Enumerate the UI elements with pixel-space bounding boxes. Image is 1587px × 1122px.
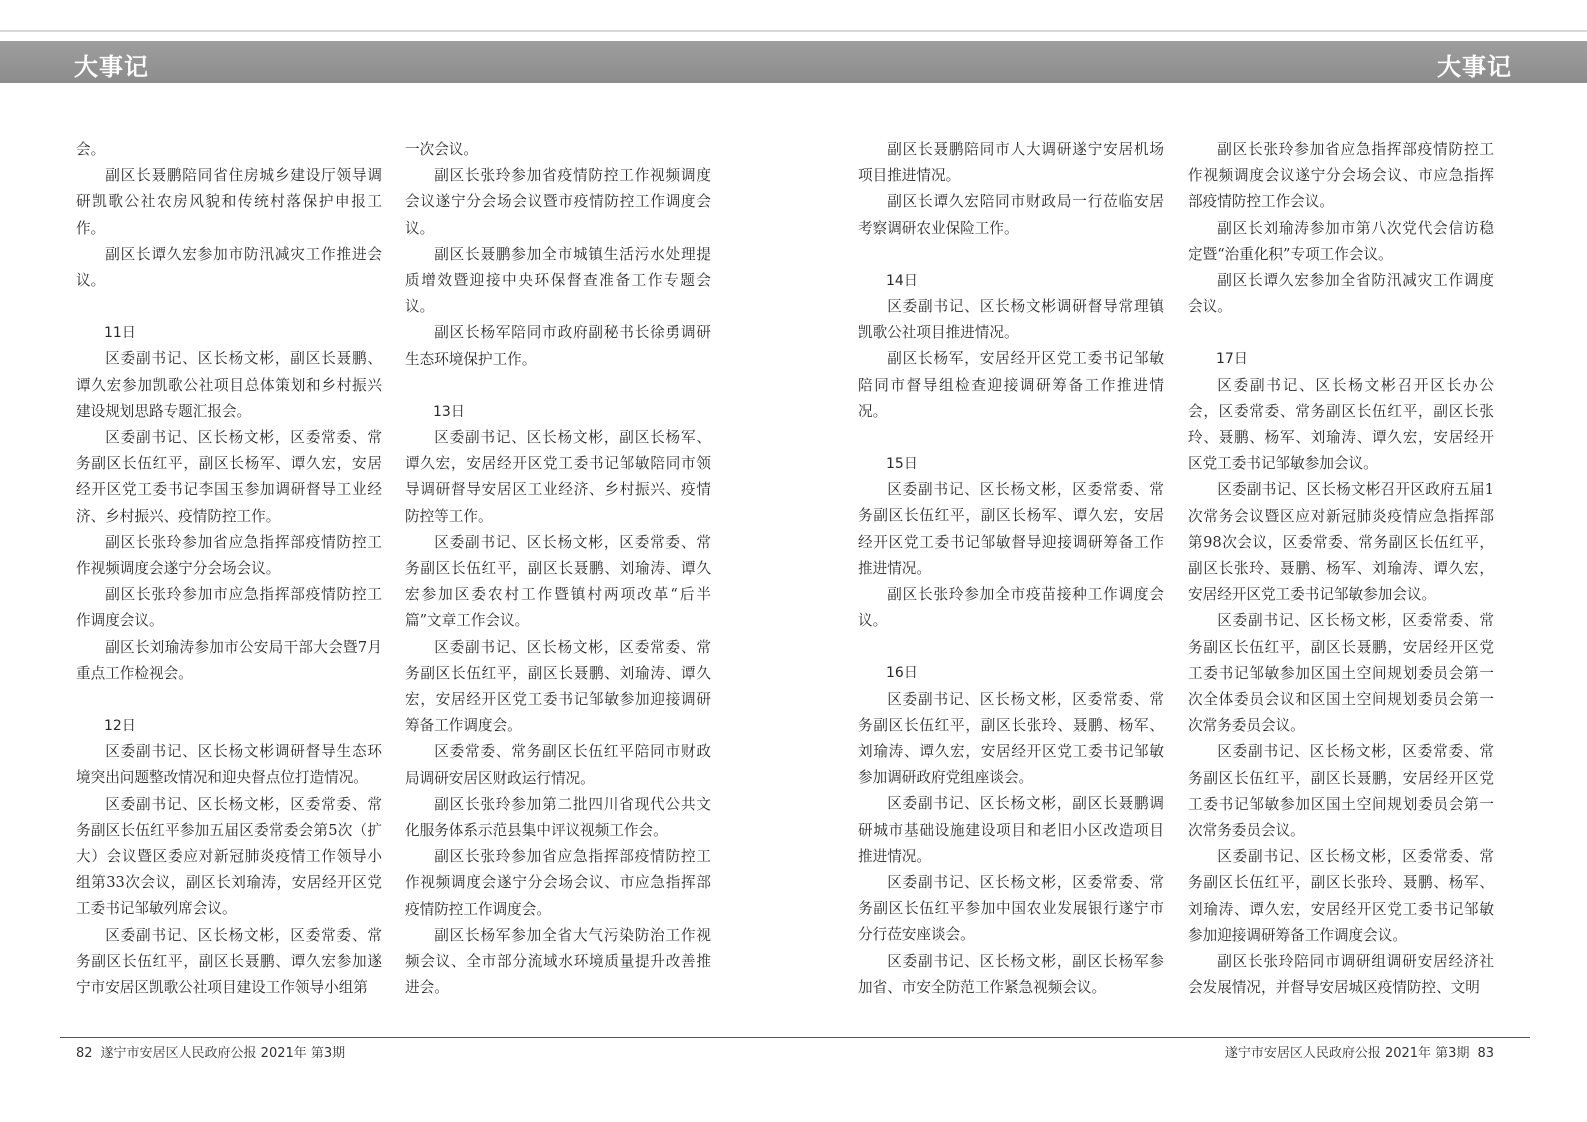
paragraph: 会。 <box>76 141 106 158</box>
paragraph: 区委副书记、区长杨文彬，区委常委、常务副区长伍红平，副区长张玲、聂鹏、杨军、刘瑜涛、谭久宏，安居经开区党工委书记邹敏参加迎接调研筹备工作调度会议。 <box>1188 848 1494 944</box>
paragraph: 区委副书记、区长杨文彬，副区长杨军参加省、市安全防范工作紧急视频会议。 <box>858 952 1164 996</box>
date-heading: 16日 <box>886 665 918 682</box>
text-column-2 <box>405 137 711 1002</box>
paragraph: 副区长刘瑜涛参加市第八次党代会信访稳定暨“治重化积”专项工作会议。 <box>1188 219 1494 263</box>
paragraph: 区委副书记、区长杨文彬，区委常委、常务副区长伍红平，副区长聂鹏、谭久宏参加遂宁市安居区凯歌公社项目建设工作领导小组第 <box>76 926 382 997</box>
paragraph: 区委副书记、区长杨文彬，区委常委、常务副区长伍红平参加五届区委常委会第5次（扩大）会议暨区委应对新冠肺炎疫情工作领导小组第33次会议，副区长刘瑜涛，安居经开区党工委书记邹敏列席会议。 <box>76 795 382 918</box>
date-heading: 12日 <box>104 718 136 735</box>
date-heading: 15日 <box>886 456 918 473</box>
paragraph: 副区长杨军陪同市政府副秘书长徐勇调研生态环境保护工作。 <box>405 324 711 368</box>
paragraph: 区委常委、常务副区长伍红平陪同市财政局调研安居区财政运行情况。 <box>405 743 711 787</box>
paragraph: 区委副书记、区长杨文彬，区委常委、常务副区长伍红平，副区长聂鹏，安居经开区党工委书记邹敏参加区国土空间规划委员会第一次全体委员会议和区国土空间规划委员会第一次常务委员会议。 <box>1188 612 1494 735</box>
paragraph: 副区长张玲参加全市疫苗接种工作调度会议。 <box>858 586 1164 630</box>
paragraph: 区委副书记、区长杨文彬召开区政府五届1次常务会议暨区应对新冠肺炎疫情应急指挥部第98次会议，区委常委、常务副区长伍红平，副区长张玲、聂鹏、杨军、刘瑜涛、谭久宏，安居经开区党工委书记邹敏参加会议。 <box>1188 481 1494 604</box>
page-number-left: 82 <box>76 1046 93 1061</box>
paragraph: 区委副书记、区长杨文彬，副区长聂鹏调研城市基础设施建设项目和老旧小区改造项目推进情况。 <box>858 795 1164 865</box>
publication-info-left: 遂宁市安居区人民政府公报 2021年 第3期 <box>100 1046 346 1061</box>
paragraph: 副区长谭久宏陪同市财政局一行莅临安居考察调研农业保险工作。 <box>858 193 1164 237</box>
paragraph: 副区长聂鹏参加全市城镇生活污水处理提质增效暨迎接中央环保督查准备工作专题会议。 <box>405 245 711 316</box>
date-heading: 11日 <box>104 325 136 342</box>
paragraph: 区委副书记、区长杨文彬调研督导常理镇凯歌公社项目推进情况。 <box>858 298 1164 342</box>
paragraph: 副区长谭久宏参加市防汛减灾工作推进会议。 <box>76 245 382 290</box>
paragraph: 区委副书记、区长杨文彬，区委常委、常务副区长伍红平，副区长聂鹏，安居经开区党工委书记邹敏参加区国土空间规划委员会第一次常务委员会议。 <box>1188 743 1494 840</box>
paragraph: 副区长张玲参加省疫情防控工作视频调度会议遂宁分会场会议暨市疫情防控工作调度会议。 <box>405 167 711 237</box>
paragraph: 区委副书记、区长杨文彬，区委常委、常务副区长伍红平，副区长杨军、谭久宏，安居经开区党工委书记李国玉参加调研督导工业经济、乡村振兴、疫情防控工作。 <box>76 429 382 525</box>
paragraph: 区委副书记、区长杨文彬召开区长办公会，区委常委、常务副区长伍红平，副区长张玲、聂鹏、杨军、刘瑜涛、谭久宏，安居经开区党工委书记邹敏参加会议。 <box>1188 376 1494 473</box>
paragraph: 副区长刘瑜涛参加市公安局干部大会暨7月重点工作检视会。 <box>76 638 382 682</box>
page-number-right: 83 <box>1477 1046 1494 1061</box>
text-column-1 <box>76 137 382 1001</box>
paragraph: 副区长聂鹏陪同市人大调研遂宁安居机场项目推进情况。 <box>858 141 1164 185</box>
date-heading: 14日 <box>886 272 918 289</box>
paragraph: 副区长张玲参加省应急指挥部疫情防控工作视频调度会遂宁分会场会议、市应急指挥部疫情防控工作调度会。 <box>405 848 711 918</box>
date-heading: 17日 <box>1216 351 1248 368</box>
paragraph: 副区长杨军，安居经开区党工委书记邹敏陪同市督导组检查迎接调研筹备工作推进情况。 <box>858 350 1164 420</box>
date-heading: 13日 <box>433 403 465 420</box>
paragraph: 区委副书记、区长杨文彬，区委常委、常务副区长伍红平，副区长聂鹏、刘瑜涛、谭久宏，安居经开区党工委书记邹敏参加迎接调研筹备工作调度会。 <box>405 638 711 735</box>
paragraph: 副区长张玲参加第二批四川省现代公共文化服务体系示范县集中评议视频工作会。 <box>405 795 711 840</box>
paragraph: 副区长谭久宏参加全省防汛减灾工作调度会议。 <box>1188 272 1494 316</box>
text-column-3 <box>858 137 1164 1001</box>
paragraph: 区委副书记、区长杨文彬，区委常委、常务副区长伍红平，副区长杨军、谭久宏，安居经开区党工委书记邹敏督导迎接调研筹备工作推进情况。 <box>858 481 1164 577</box>
paragraph: 区委副书记、区长杨文彬，区委常委、常务副区长伍红平参加中国农业发展银行遂宁市分行莅安座谈会。 <box>858 874 1164 944</box>
text-column-4 <box>1188 137 1494 1002</box>
paragraph: 区委副书记、区长杨文彬，区委常委、常务副区长伍红平，副区长聂鹏、刘瑜涛、谭久宏参加区委农村工作暨镇村两项改革“后半篇”文章工作会议。 <box>405 533 711 630</box>
footer-right <box>1225 1042 1494 1061</box>
paragraph: 区委副书记、区长杨文彬，区委常委、常务副区长伍红平，副区长张玲、聂鹏、杨军、刘瑜涛、谭久宏，安居经开区党工委书记邹敏参加调研政府党组座谈会。 <box>858 690 1164 787</box>
footer-left <box>76 1042 345 1061</box>
paragraph: 副区长张玲参加省应急指挥部疫情防控工作视频调度会议遂宁分会场会议、市应急指挥部疫情防控工作会议。 <box>1188 141 1494 211</box>
footer-rule <box>60 1037 1530 1038</box>
paragraph: 一次会议。 <box>405 141 478 158</box>
paragraph: 区委副书记、区长杨文彬调研督导生态环境突出问题整改情况和迎央督点位打造情况。 <box>76 743 382 787</box>
publication-info-right: 遂宁市安居区人民政府公报 2021年 第3期 <box>1224 1046 1470 1061</box>
paragraph: 区委副书记、区长杨文彬，副区长聂鹏、谭久宏参加凯歌公社项目总体策划和乡村振兴建设规划思路专题汇报会。 <box>76 350 382 420</box>
paragraph: 区委副书记、区长杨文彬，副区长杨军、谭久宏，安居经开区党工委书记邹敏陪同市领导调研督导安居区工业经济、乡村振兴、疫情防控等工作。 <box>405 429 711 525</box>
paragraph: 副区长张玲陪同市调研组调研安居经济社会发展情况，并督导安居城区疫情防控、文明 <box>1188 953 1494 997</box>
paragraph: 副区长张玲参加市应急指挥部疫情防控工作调度会议。 <box>76 586 382 630</box>
top-rule <box>0 30 1587 32</box>
section-header-band <box>0 41 1587 83</box>
paragraph: 副区长聂鹏陪同省住房城乡建设厅领导调研凯歌公社农房风貌和传统村落保护申报工作。 <box>76 167 382 237</box>
paragraph: 副区长杨军参加全省大气污染防治工作视频会议、全市部分流域水环境质量提升改善推进会。 <box>405 926 711 997</box>
section-title-left: 大事记 <box>74 53 149 81</box>
paragraph: 副区长张玲参加省应急指挥部疫情防控工作视频调度会遂宁分会场会议。 <box>76 533 382 578</box>
section-title-right: 大事记 <box>1437 53 1512 81</box>
